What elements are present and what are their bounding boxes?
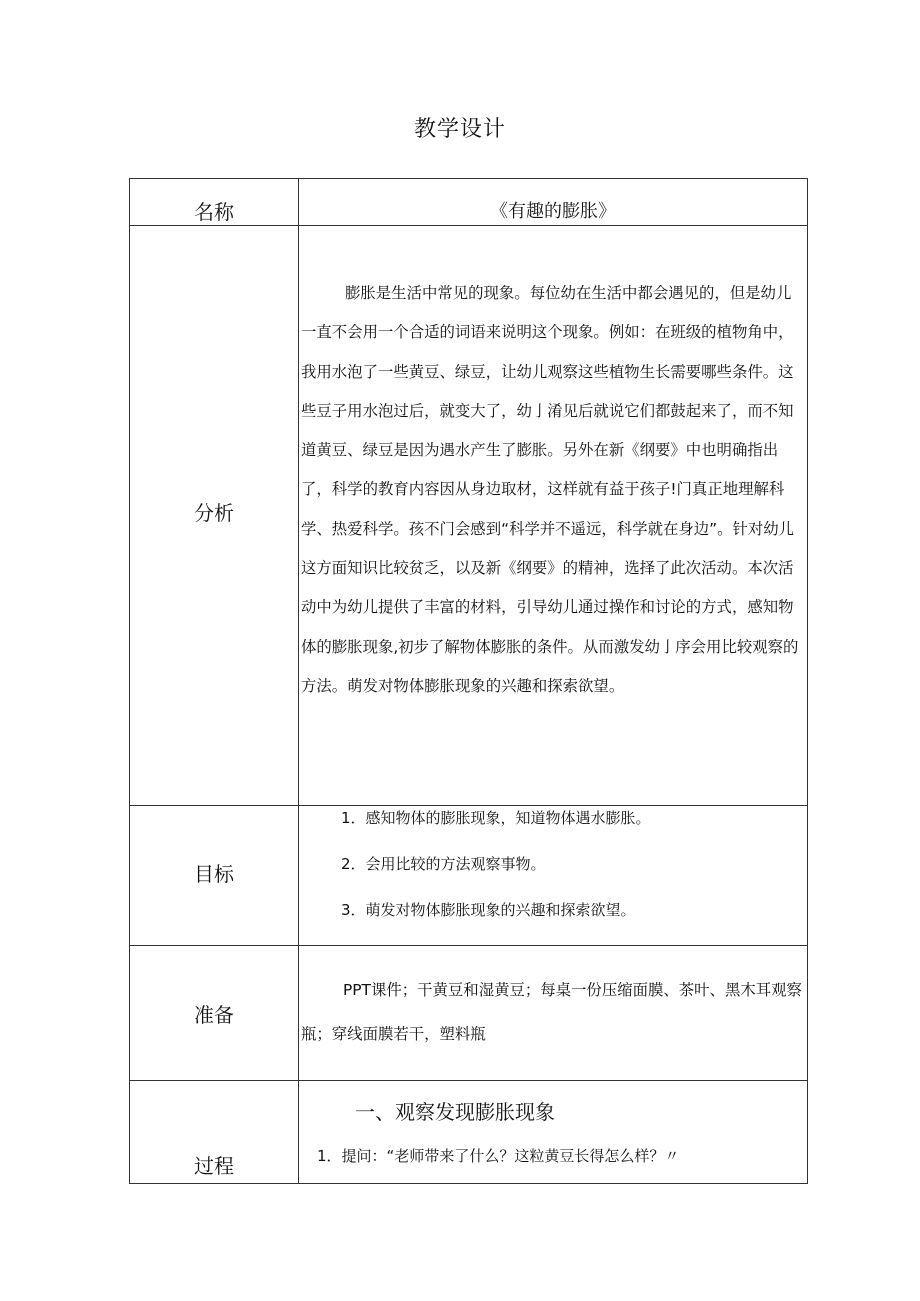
row-analysis (130, 226, 808, 806)
analysis-paragraph: 膨胀是生活中常见的现象。每位幼在生活中都会遇见的，但是幼儿一直不会用一个合适的词语来说明这个现象。例如：在班级的植物角中，我用水泡了一些黄豆、绿豆，让幼儿观察这些植物生长需要哪些条件。这些豆子用水泡过后，就变大了，幼亅淆见后就说它们都鼓起来了，而不知道黄豆、绿豆是因为遇水产生了膨胀。另外在新《纲要》中也明确指出了，科学的教育内容因从身边取材，这样就有益于孩子!门真正地理解科学、热爱科学。孩不门会感到“科学并不遥远，科学就在身边”。针对幼儿这方面知识比较贫乏，以及新《纲要》的精神，选择了此次活动。本次活动中为幼儿提供了丰富的材料，引导幼儿通过操作和讨论的方式，感知物体的膨胀现象,初步了解物体膨胀的条件。从而激发幼亅序会用比较观察的方法。萌发对物体膨胀现象的兴趣和探索欲望。 (301, 284, 799, 695)
prep-text-cell (299, 946, 808, 1081)
row-prep (130, 946, 808, 1081)
process-cell (299, 1081, 808, 1184)
row-process (130, 1081, 808, 1184)
prep-text: PPT课件；干黄豆和湿黄豆；每桌一份压缩面膜、茶叶、黑木耳观察瓶；穿线面膜若干，塑料瓶 (301, 981, 802, 1043)
label-process-text: 过程 (194, 1154, 234, 1178)
label-goals-text: 目标 (194, 862, 234, 886)
label-prep (130, 946, 299, 1081)
label-analysis (130, 226, 299, 806)
goal-item-1: 1．感知物体的膨胀现象，知道物体遇水膨胀。 (341, 809, 651, 827)
goal-item-2: 2．会用比较的方法观察事物。 (341, 855, 546, 873)
analysis-text-cell (299, 226, 808, 806)
label-process (130, 1081, 299, 1184)
label-name: 名称 (130, 179, 299, 226)
label-analysis-text: 分析 (194, 501, 234, 525)
row-name (130, 179, 808, 226)
document-title: 教学设计 (413, 117, 506, 142)
process-question: 1．提问：“老师带来了什么？这粒黄豆长得怎么样？〃 (317, 1147, 680, 1165)
goals-list (299, 806, 808, 946)
process-heading: 一、观察发现膨胀现象 (355, 1100, 555, 1124)
lesson-plan-table (129, 178, 808, 1184)
row-goals (130, 806, 808, 946)
lesson-name: 《有趣的膨胀》 (299, 179, 808, 226)
label-prep-text: 准备 (194, 1002, 234, 1027)
goal-item-3: 3．萌发对物体膨胀现象的兴趣和探索欲望。 (341, 901, 636, 919)
label-goals (130, 806, 299, 946)
